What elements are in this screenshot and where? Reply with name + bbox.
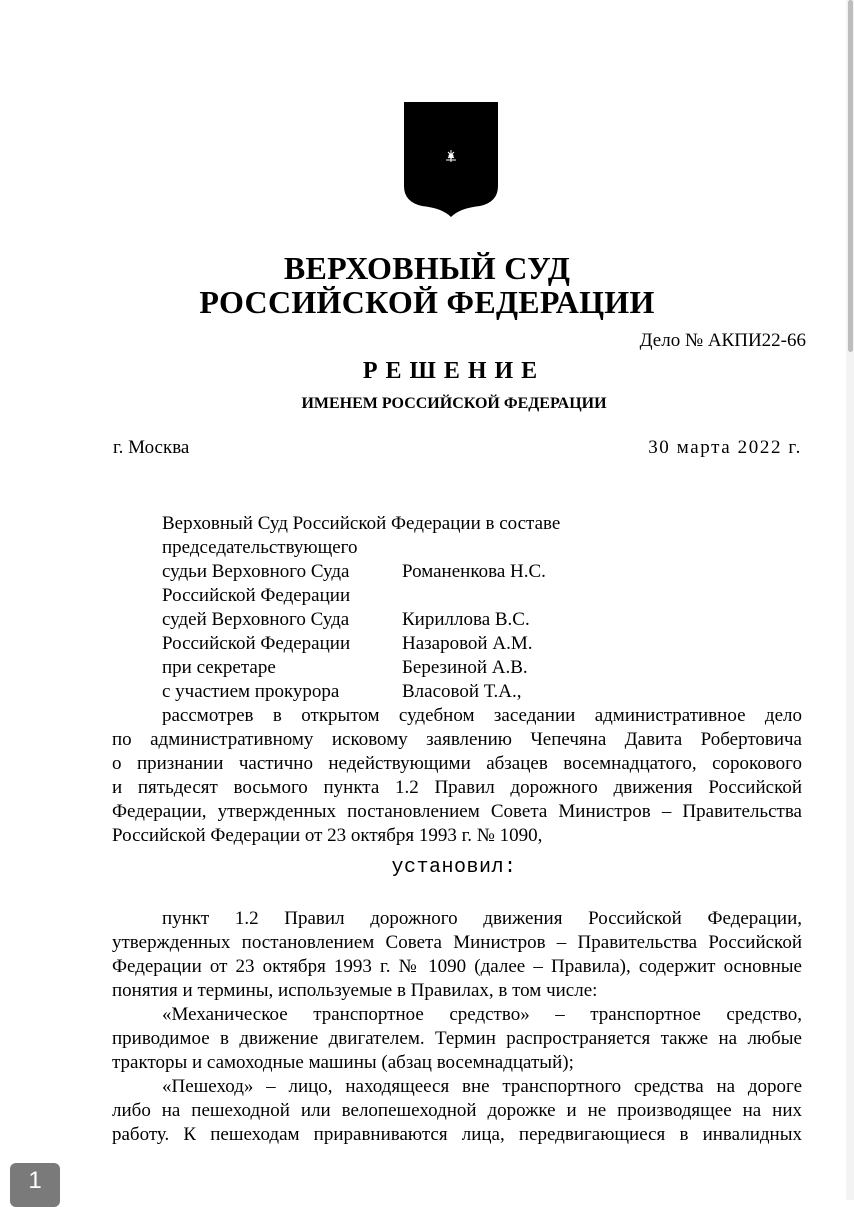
court-title-line2: РОССИЙСКОЙ ФЕДЕРАЦИИ [199, 284, 655, 320]
composition-person: Кириллова В.С. [402, 609, 530, 630]
decision-date: 30 марта 2022 г. [648, 437, 802, 458]
body-line: приводимое в движение двигателем. Термин распространяется также на любые [112, 1028, 802, 1049]
body-line: утвержденных постановлением Совета Министров – Правительства Российской [112, 932, 802, 953]
composition-role: Российской Федерации [162, 633, 351, 654]
body-line: тракторы и самоходные машины (абзац восемнадцатый); [112, 1052, 574, 1073]
body-line: работу. К пешеходам приравниваются лица, передвигающиеся в инвалидных [112, 1124, 802, 1145]
composition-role: с участием прокурора [162, 681, 340, 702]
composition-intro: Верховный Суд Российской Федерации в составе [162, 513, 561, 534]
composition-role: судей Верховного Суда [162, 609, 350, 630]
body-line: пункт 1.2 Правил дорожного движения Российской Федерации, [162, 908, 802, 929]
scrollbar-track[interactable] [846, 0, 854, 1200]
body-line: «Пешеход» – лицо, находящееся вне транспортного средства на дороге [162, 1076, 802, 1097]
body-line: понятия и термины, используемые в Правилах, в том числе: [112, 980, 598, 1001]
court-title-line1: ВЕРХОВНЫЙ СУД [283, 250, 571, 286]
presiding-role: председательствующего [162, 537, 358, 558]
considered-line: о признании частично недействующими абзацев восемнадцатого, сорокового [112, 753, 802, 774]
city: г. Москва [113, 437, 190, 458]
considered-line: рассмотрев в открытом судебном заседании административное дело [162, 705, 802, 726]
composition-person: Власовой Т.А., [402, 681, 522, 702]
composition-role: судьи Верховного Суда [162, 561, 350, 582]
decision-heading: РЕШЕНИЕ [362, 358, 546, 384]
considered-line: по административному исковому заявлению Чепечяна Давита Робертовича [112, 729, 802, 750]
considered-line: Федерации, утвержденных постановлением Совета Министров – Правительства [112, 801, 802, 822]
composition-role: при секретаре [162, 657, 276, 678]
considered-line: и пятьдесят восьмого пункта 1.2 Правил дорожного движения Российской [112, 777, 802, 798]
established-heading: установил: [391, 856, 517, 879]
page-number-badge[interactable]: 1 [10, 1163, 60, 1207]
coat-of-arms-emblem [402, 100, 500, 218]
composition-person: Назаровой А.М. [402, 633, 533, 654]
body-line: «Механическое транспортное средство» – транспортное средство, [162, 1004, 802, 1025]
composition-person: Романенкова Н.С. [402, 561, 546, 582]
composition-person: Березиной А.В. [402, 657, 528, 678]
in-name-heading: ИМЕНЕМ РОССИЙСКОЙ ФЕДЕРАЦИИ [301, 395, 607, 412]
case-number: Дело № АКПИ22-66 [639, 330, 806, 351]
considered-line: Российской Федерации от 23 октября 1993 г. № 1090, [112, 825, 543, 846]
composition-role: Российской Федерации [162, 585, 351, 606]
body-line: либо на пешеходной или велопешеходной дорожке и не производящее на них [112, 1100, 802, 1121]
body-line: Федерации от 23 октября 1993 г. № 1090 (далее – Правила), содержит основные [112, 956, 802, 977]
